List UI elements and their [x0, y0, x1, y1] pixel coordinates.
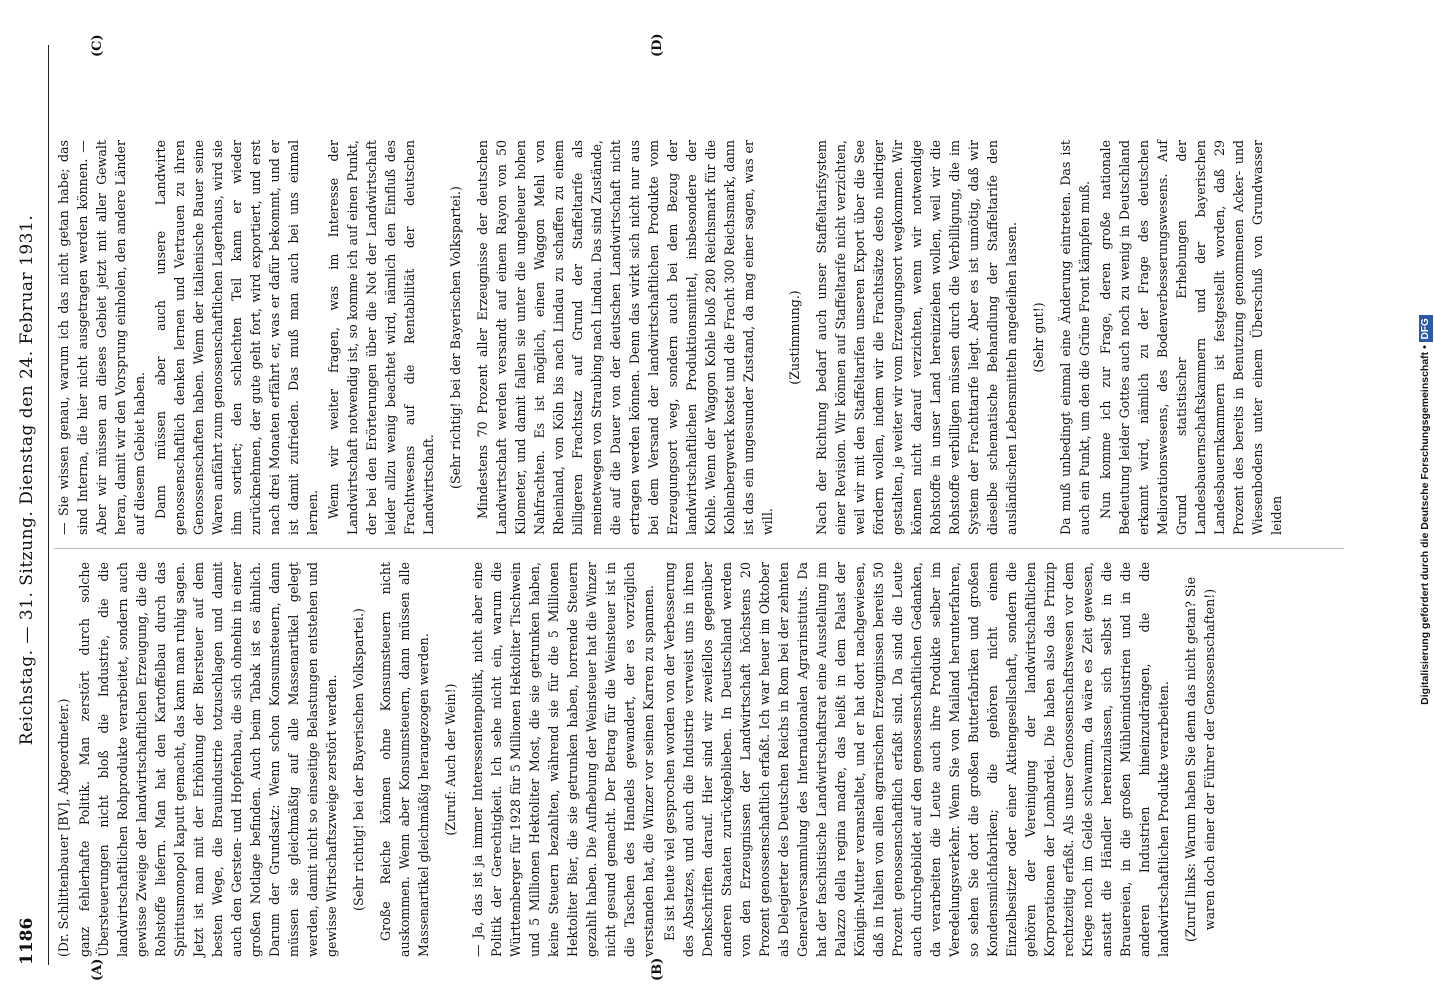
right-column-paragraph: Mindestens 70 Prozent aller Erzeugnisse der deutschen Landwirtschaft werden versandt auf einem Rayon von 50 Kilometer, und damit fallen sie unter die ungeheuer hohen Nahfrachten. Es ist möglich, einen Waggon Mehl von Rheinland, von Köln bis nach Lindau zu schaffen zu einem billigeren Frachtsatz auf Grund der Staffeltarife als meinetwegen von Straubing nach Lindau. Das sind Zustände, die auf die Dauer von der deutschen Landwirtschaft nicht ertragen werden können. Denn das wirkt sich nicht nur aus bei dem Versand der landwirtschaftlichen Produkte vom Erzeugungsort weg, sondern auch bei dem Bezug der landwirtschaftlichen Produktionsmittel, insbesondere der Kohle. Wenn der Waggon Kohle bloß 280 Reichsmark für die Kohlenbergwerk kostet und die Fracht 300 Reichsmark, dann ist das ein ungesunder Zustand, da mag einer sagen, was er will.: [475, 140, 775, 535]
dfg-logo-icon: DFG: [1419, 315, 1433, 342]
right-column-paragraph: (Zustimmung.): [787, 290, 802, 385]
right-column-paragraph: Dann müssen aber auch unsere Landwirte genossenschaftlich denken lernen und Vertrauen zu ihren Genossenschaften haben. Wenn der italienische Bauer seine Waren anfährt zum genossenschaftlichen Lagerhaus, wird sie ihm sortiert; den schlechten Teil kann er wieder zurücknehmen, der gute geht fort, wird exportiert, und erst nach drei Monaten erfährt er, was er dafür bekommt, und er ist damit zufrieden. Das muß man auch bei uns einmal lernen.: [153, 140, 320, 535]
left-column-paragraph: ganz fehlerhafte Politik. Man zerstört durch solche Übersteuerungen nicht bloß die Industrie, die die landwirtschaftlichen Rohprodukte verarbeitet, sondern auch gewisse Zweige der landwirtschaftlichen Erzeugung, die die Rohstoffe liefern. Man hat den Kartoffelbau durch das Spiritusmonopol kaputt gemacht, das kann man ruhig sagen. Jetzt ist man mit der Erhöhung der Biersteuer auf dem besten Wege, die Brauindustrie totzuschlagen und damit auch den Gersten- und Hopfenbau, die sich ohnehin in einer großen Notlage befinden. Auch beim Tabak ist es ähnlich. Darum der Grundsatz: Wenn schon Konsumsteuern, dann müssen sie gleichmäßig auf alle Massenartikel gelegt werden, damit nicht so einseitige Belastungen entstehen und gewisse Wirtschaftszweige zerstört werden.: [77, 562, 339, 957]
right-column: [54, 140, 1288, 535]
header-rule: [48, 45, 49, 965]
right-column-paragraph: Nun komme ich zur Frage, deren große nationale Bedeutung leider Gottes auch noch zu wenig in Deutschland erkannt wird, nämlich zu der Frage des deutschen Meliorationswesens, des Bodenverbesserungswesens. Auf Grund statistischer Erhebungen der Landesbauernschaftskammern und der bayerischen Landesbauernkammern ist festgestellt worden, daß 29 Prozent des bereits in Benutzung genommenen Acker- und Wiesenbodens unter einem Überschuß von Grundwasser leiden: [1098, 140, 1284, 535]
left-column-paragraph: (Zuruf links: Warum haben Sie denn das nicht getan? Sie waren doch einer der Führer der Genossenschaften!): [1183, 576, 1217, 943]
rotated-page: [10, 25, 1410, 985]
right-column-paragraph: (Sehr gut!): [1031, 302, 1046, 373]
dfg-credit-text: Digitalisierung gefördert durch die Deutsche Forschungsgemeinschaft •: [1419, 345, 1431, 705]
right-column-paragraph: (Sehr richtig! bei der Bayerischen Volkspartei.): [448, 186, 463, 489]
left-column: [54, 562, 1227, 957]
right-column-paragraph: — Sie wissen genau, warum ich das nicht getan habe; das sind Interna, die hier nicht ausgetragen werden können. — Aber wir müssen an dieses Gebiet jetzt mit aller Gewalt heran, damit wir den Vorsprung einholen, den andere Länder auf diesem Gebiet haben.: [56, 140, 147, 535]
left-column-paragraph: Es ist heute viel gesprochen worden von der Verbesserung des Absatzes, und auch die Industrie verweist uns in ihren Denkschriften darauf. Hier sind wir zweifellos gegenüber anderen Staaten zurückgeblieben. In Deutschland werden von den Erzeugnissen der Landwirtschaft höchstens 20 Prozent genossenschaftlich erfaßt. Ich war heuer im Oktober als Delegierter des Deutschen Reichs in Rom bei der zehnten Generalversammlung des Internationalen Agrarinstituts. Da hat der faschistische Landwirtschaftsrat eine Ausstellung im Palazzo della regina madre, das heißt in dem Palast der Königin-Mutter veranstaltet, und er hat dort nachgewiesen, daß in Italien von allen agrarischen Erzeugnissen bereits 50 Prozent genossenschaftlich erfaßt sind. Da sind die Leute auch durchgebildet auf den genossenschaftlichen Gedanken, da verarbeiten die Leute auch ihre Produkte selber im Veredelungsverkehr. Wenn Sie von Mailand herunterfahren, so sehen Sie dort die großen Butterfabriken und großen Kondensmilchfabriken; die gehören nicht einem Einzelbesitzer oder einer Aktiengesellschaft, sondern die gehören der Vereinigung der landwirtschaftlichen Korporationen der Lombardei. Die haben also das Prinzip rechtzeitig erfaßt. Als unser Genossenschaftswesen vor dem Kriege noch im Gelde schwamm, da wäre es Zeit gewesen, anstatt die Händler hereinzulassen, sich selbst in die Brauereien, in die großen Mühlenindustrien und in die anderen Industrien hineinzudrängen, die die landwirtschaftlichen Produkte verarbeiten.: [662, 562, 1171, 957]
column-divider: [54, 548, 1344, 549]
left-column-paragraph: (Dr. Schlittenbauer [BV], Abgeordneter.): [56, 698, 71, 957]
left-column-paragraph: Große Reiche können ohne Konsumsteuern nicht auskommen. Wenn aber Konsumsteuern, dann müssen alle Massenartikel gleichmäßig herangezogen werden.: [378, 562, 431, 957]
page-header: [10, 25, 44, 985]
left-column-paragraph: (Sehr richtig! bei der Bayerischen Volkspartei.): [351, 608, 366, 911]
right-column-paragraph: Da muß unbedingt einmal eine Änderung eintreten. Das ist auch ein Punkt, um den die Grüne Front kämpfen muß.: [1058, 140, 1092, 535]
margin-marker-d: (D): [650, 33, 665, 57]
right-column-paragraph: Wenn wir weiter fragen, was im Interesse der Landwirtschaft notwendig ist, so komme ich auf einen Punkt, der bei den Erörterungen über die Not der Landwirtschaft leider allzu wenig beachtet wird, nämlich den Einfluß des Frachtwesens auf die Rentabilität der deutschen Landwirtschaft.: [326, 140, 436, 535]
margin-marker-b: (B): [650, 957, 665, 981]
page-number: 1186: [17, 917, 37, 965]
margin-marker-c: (C): [90, 34, 105, 57]
left-column-paragraph: (Zuruf: Auch der Wein!): [443, 683, 458, 836]
margin-marker-a: (A): [90, 958, 105, 981]
dfg-credit: [1404, 20, 1431, 1000]
left-column-paragraph: — Ja, das ist ja immer Interessentenpolitik, nicht aber eine Politik der Gerechtigkeit. Ich sehe nicht ein, warum die Württemberger für 1928 für 5 Millionen Hektoliter Tischwein und 5 Millionen Hektoliter Most, die sie getrunken haben, keine Steuern bezahlten, während sie für die 5 Millionen Hektoliter Bier, die sie getrunken haben, horrende Steuern gezahlt haben. Die Aufhebung der Weinsteuer hat die Winzer nicht gesund gemacht. Der Betrag für die Weinsteuer ist in die Taschen des Handels gewandert, der es vorzüglich verstanden hat, die Winzer vor seinen Karren zu spannen.: [470, 562, 656, 957]
running-title: Reichstag. — 31. Sitzung. Dienstag den 24. Februar 1931.: [17, 214, 37, 746]
right-column-paragraph: Nach der Richtung bedarf auch unser Staffeltarifsystem einer Revision. Wir können auf Staffeltarife nicht verzichten, weil wir mit den Staffeltarifen unseren Export über die See fördern wollen, indem wir die Frachtsätze desto niedriger gestalten, je weiter wir vom Erzeugungsort wegkommen. Wir können nicht darauf verzichten, wenn wir notwendige Rohstoffe in unser Land hereinziehen wollen, weil wir die Rohstoffe verbilligen müssen durch die Verbilligung, die im System der Frachttarife liegt. Aber es ist unnötig, daß wir dieselbe schematische Behandlung der Staffeltarife den ausländischen Lebensmitteln angedeihen lassen.: [814, 140, 1019, 535]
